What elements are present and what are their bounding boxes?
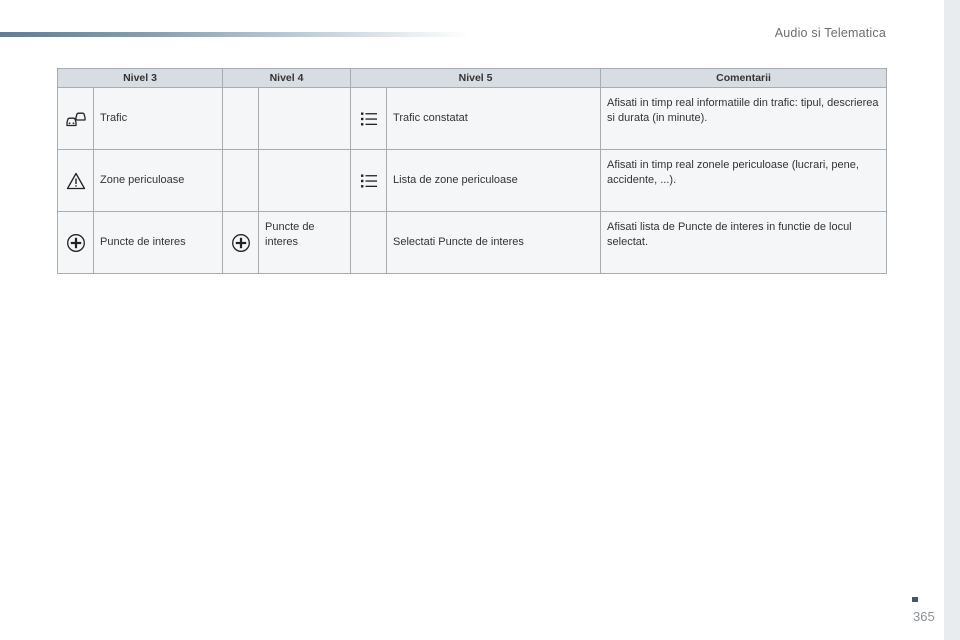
level5-label: Selectati Puncte de interes bbox=[387, 212, 601, 274]
navigation-menu-table bbox=[57, 68, 887, 274]
level5-label: Lista de zone periculoase bbox=[387, 150, 601, 212]
section-title: Audio si Telematica bbox=[774, 26, 886, 40]
comment-cell: Afisati in timp real informatiile din trafic: tipul, descrierea si durata (in minute). bbox=[601, 88, 887, 150]
level3-label: Trafic bbox=[94, 88, 223, 150]
list-icon bbox=[360, 173, 378, 189]
level4-icon-cell bbox=[223, 88, 259, 150]
table-header-row bbox=[58, 69, 887, 88]
column-header-comments: Comentarii bbox=[601, 69, 887, 88]
level4-icon-cell bbox=[223, 212, 259, 274]
plus-circle-icon bbox=[231, 233, 251, 253]
page-number: 365 bbox=[913, 609, 935, 624]
level3-icon-cell bbox=[58, 150, 94, 212]
level3-icon-cell bbox=[58, 212, 94, 274]
comment-cell: Afisati in timp real zonele periculoase (lucrari, pene, accidente, ...). bbox=[601, 150, 887, 212]
warning-triangle-icon bbox=[66, 172, 86, 190]
plus-circle-icon bbox=[66, 233, 86, 253]
table-row bbox=[58, 212, 887, 274]
column-header-level5: Nivel 5 bbox=[351, 69, 601, 88]
level5-icon-cell bbox=[351, 212, 387, 274]
comment-cell: Afisati lista de Puncte de interes in functie de locul selectat. bbox=[601, 212, 887, 274]
list-icon bbox=[360, 111, 378, 127]
level5-label: Trafic constatat bbox=[387, 88, 601, 150]
level5-icon-cell bbox=[351, 88, 387, 150]
level4-label bbox=[259, 88, 351, 150]
level4-label: Puncte de interes bbox=[259, 212, 351, 274]
level5-icon-cell bbox=[351, 150, 387, 212]
page-edge-band bbox=[944, 0, 960, 640]
column-header-level3: Nivel 3 bbox=[58, 69, 223, 88]
traffic-cars-icon bbox=[65, 110, 87, 128]
header-gradient-bar bbox=[0, 32, 470, 37]
level3-icon-cell bbox=[58, 88, 94, 150]
level3-label: Zone periculoase bbox=[94, 150, 223, 212]
level4-icon-cell bbox=[223, 150, 259, 212]
column-header-level4: Nivel 4 bbox=[223, 69, 351, 88]
table-row bbox=[58, 150, 887, 212]
level3-label: Puncte de interes bbox=[94, 212, 223, 274]
table-row bbox=[58, 88, 887, 150]
page-marker bbox=[912, 597, 918, 602]
level4-label bbox=[259, 150, 351, 212]
